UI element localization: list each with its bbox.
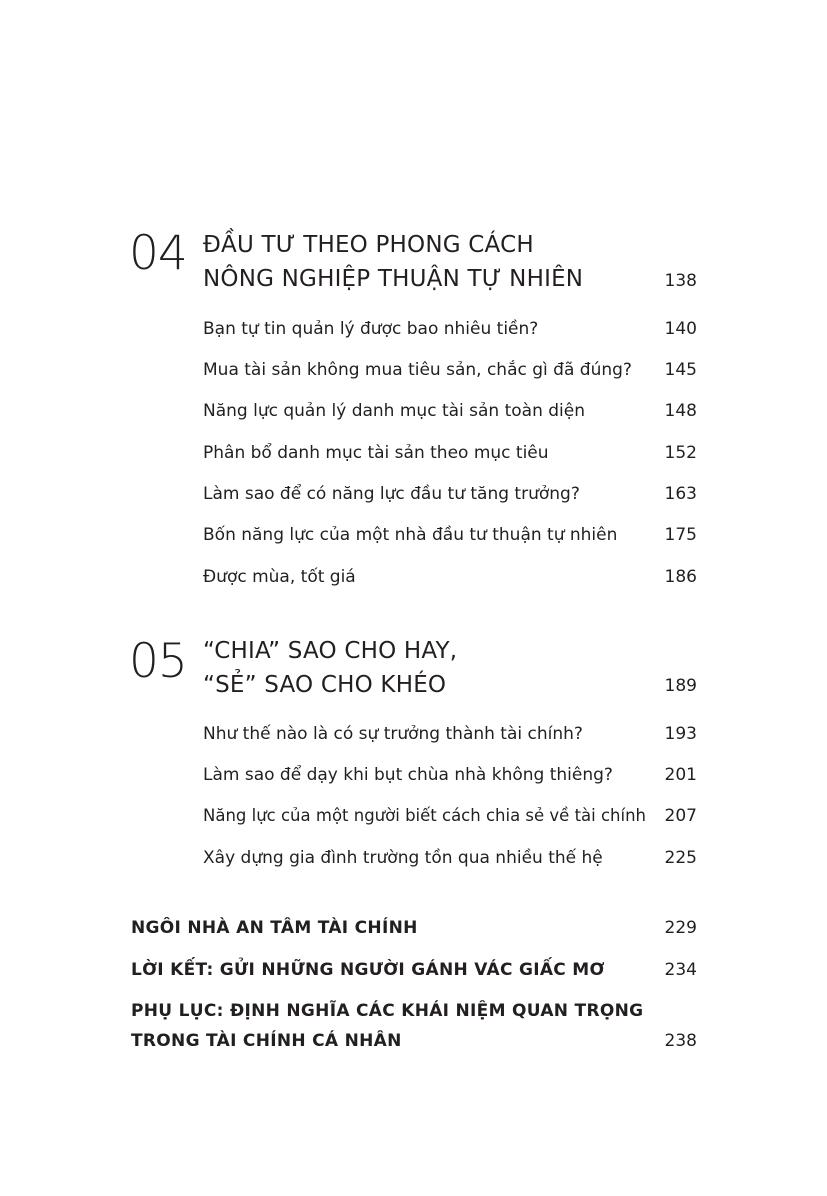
chapter-title-line-1: “CHIA” SAO CHO HAY, — [203, 638, 458, 664]
toc-entry-page: 163 — [664, 484, 697, 504]
toc-entry-page: 140 — [664, 319, 697, 339]
section-title-line-2: TRONG TÀI CHÍNH CÁ NHÂN — [131, 1031, 402, 1051]
toc-entry-title: Bốn năng lực của một nhà đầu tư thuận tự nhiên — [203, 525, 618, 545]
toc-entry-title: Mua tài sản không mua tiêu sản, chắc gì đã đúng? — [203, 360, 632, 380]
section-title: LỜI KẾT: GỬI NHỮNG NGƯỜI GÁNH VÁC GIẤC MƠ — [131, 960, 605, 980]
toc-entry-title: Làm sao để có năng lực đầu tư tăng trưởng? — [203, 484, 580, 504]
toc-entry-title: Phân bổ danh mục tài sản theo mục tiêu — [203, 443, 549, 463]
chapter-number: 05 — [129, 634, 187, 689]
section-page: 238 — [664, 1031, 697, 1051]
section-page: 229 — [664, 918, 697, 938]
section-title-line-1: PHỤ LỤC: ĐỊNH NGHĨA CÁC KHÁI NIỆM QUAN TRỌNG — [131, 1001, 644, 1021]
chapter-page-number: 138 — [664, 271, 697, 291]
toc-entry-page: 186 — [664, 567, 697, 587]
toc-entry-title: Làm sao để dạy khi bụt chùa nhà không thiêng? — [203, 765, 613, 785]
toc-entry-page: 175 — [664, 525, 697, 545]
section-page: 234 — [664, 960, 697, 980]
toc-entry-page: 152 — [664, 443, 697, 463]
toc-entry-title: Năng lực của một người biết cách chia sẻ về tài chính — [203, 806, 647, 825]
toc-entry-title: Xây dựng gia đình trường tồn qua nhiều thế hệ — [203, 848, 603, 868]
section-title: NGÔI NHÀ AN TÂM TÀI CHÍNH — [131, 918, 418, 938]
toc-entry-page: 148 — [664, 401, 697, 421]
toc-entry-title: Bạn tự tin quản lý được bao nhiêu tiền? — [203, 319, 539, 339]
toc-entry-page: 145 — [664, 360, 697, 380]
toc-entry-title: Như thế nào là có sự trưởng thành tài chính? — [203, 724, 583, 744]
chapter-title-line-1: ĐẦU TƯ THEO PHONG CÁCH — [203, 232, 534, 258]
chapter-page-number: 189 — [664, 676, 697, 696]
toc-entry-title: Được mùa, tốt giá — [203, 567, 356, 587]
toc-entry-title: Năng lực quản lý danh mục tài sản toàn diện — [203, 401, 586, 421]
chapter-title-line-2: “SẺ” SAO CHO KHÉO — [203, 672, 447, 698]
toc-entry-page: 193 — [664, 724, 697, 744]
toc-entry-page: 201 — [664, 765, 697, 785]
chapter-title-line-2: NÔNG NGHIỆP THUẬN TỰ NHIÊN — [203, 266, 584, 292]
toc-entry-page: 225 — [664, 848, 697, 868]
toc-entry-page: 207 — [664, 806, 697, 826]
chapter-number: 04 — [129, 226, 187, 281]
